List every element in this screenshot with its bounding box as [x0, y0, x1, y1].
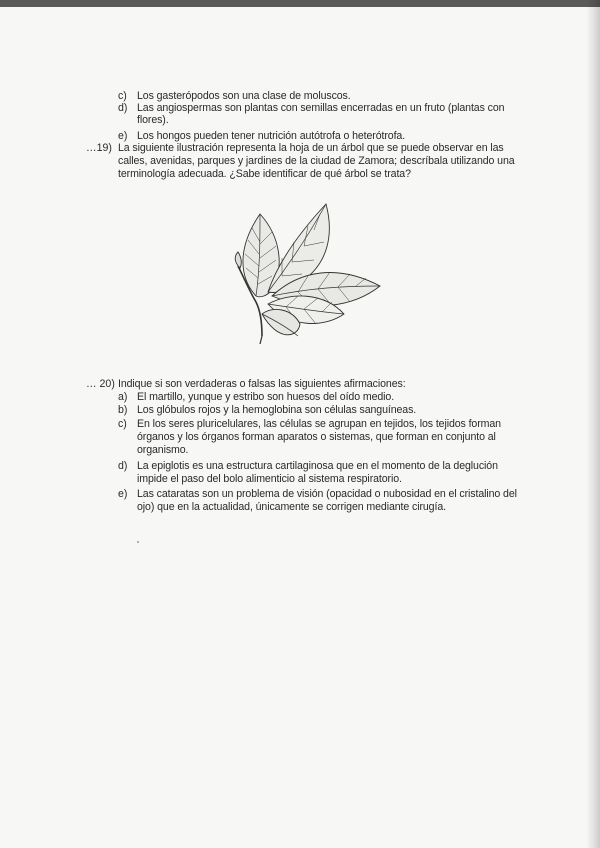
q20-item-d-letter: d) [118, 460, 128, 472]
q18-item-d-letter: d) [118, 102, 128, 114]
scan-speck [137, 541, 139, 543]
q18-item-c-text: Los gasterópodos son una clase de moluscos. [137, 90, 351, 102]
q20-item-b-letter: b) [118, 404, 128, 416]
q19-text: calles, avenidas, parques y jardines de la ciudad de Zamora; descríbala utilizando una [118, 155, 515, 167]
q19-number: …19) [86, 142, 112, 154]
q18-item-e-letter: e) [118, 130, 128, 142]
q20-number: … 20) [86, 378, 115, 390]
q20-item-a-letter: a) [118, 391, 128, 403]
q20-item-c-text: organismo. [137, 444, 189, 456]
q18-item-c-letter: c) [118, 90, 127, 102]
q20-item-d-text: impide el paso del bolo alimenticio al sistema respiratorio. [137, 473, 402, 485]
q20-item-c-letter: c) [118, 418, 127, 430]
q20-item-d-text: La epiglotis es una estructura cartilaginosa que en el momento de la deglución [137, 460, 498, 472]
q18-item-e-text: Los hongos pueden tener nutrición autótrofa o heterótrofa. [137, 130, 406, 142]
q20-item-c-text: órganos y los órganos forman aparatos o sistemas, que forman en conjunto al [137, 431, 496, 443]
q20-intro: Indique si son verdaderas o falsas las siguientes afirmaciones: [118, 378, 406, 390]
q20-item-e-text: Las cataratas son un problema de visión (opacidad o nubosidad en el cristalino del [137, 488, 517, 500]
q20-item-e-letter: e) [118, 488, 128, 500]
q18-item-d-text: flores). [137, 114, 169, 126]
scan-right-edge [586, 0, 600, 848]
q18-item-d-text: Las angiospermas son plantas con semillas encerradas en un fruto (plantas con [137, 102, 505, 114]
q20-item-b-text: Los glóbulos rojos y la hemoglobina son células sanguíneas. [137, 404, 417, 416]
q20-item-c-text: En los seres pluricelulares, las células se agrupan en tejidos, los tejidos forman [137, 418, 501, 430]
q19-text: terminología adecuada. ¿Sabe identificar de qué árbol se trata? [118, 168, 411, 180]
q20-item-a-text: El martillo, yunque y estribo son huesos del oído medio. [137, 391, 395, 403]
q19-text: La siguiente ilustración representa la hoja de un árbol que se puede observar en las [118, 142, 504, 154]
leaf-illustration [228, 196, 392, 348]
q20-item-e-text: ojo) que en la actualidad, únicamente se corrigen mediante cirugía. [137, 501, 446, 513]
